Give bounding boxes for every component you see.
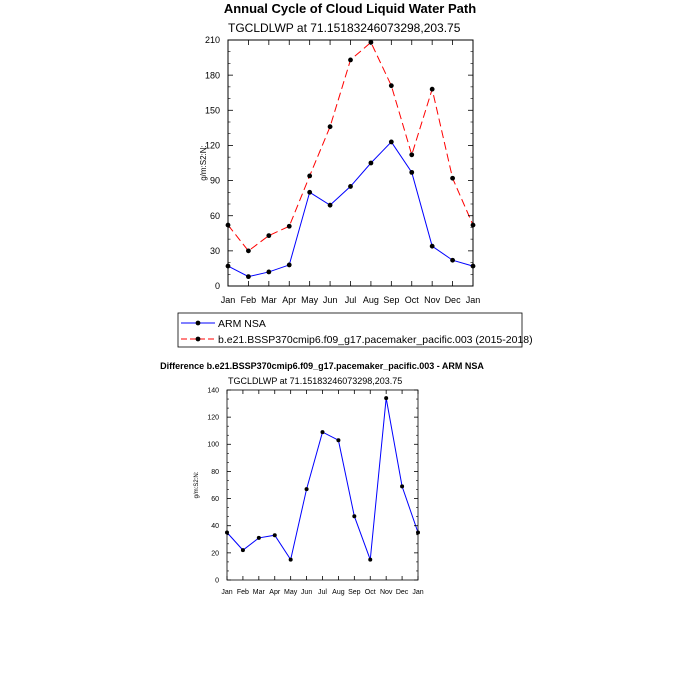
x-tick-label: Jan — [220, 295, 236, 305]
y-tick-label: 140 — [207, 387, 219, 395]
data-point — [430, 244, 435, 249]
chart1-legend — [178, 313, 533, 347]
data-point — [273, 533, 277, 537]
x-tick-label: Jul — [318, 589, 327, 596]
y-tick-label: 40 — [211, 523, 219, 531]
series-line-0 — [228, 142, 473, 277]
data-point — [389, 140, 394, 145]
x-tick-label: Apr — [269, 589, 281, 596]
annual-cycle-chart — [178, 1, 533, 347]
x-tick-label: Mar — [252, 589, 265, 596]
x-tick-label: Jan — [221, 589, 233, 596]
data-point — [348, 58, 353, 63]
y-tick-label: 0 — [214, 281, 220, 292]
x-tick-label: Sep — [348, 589, 361, 596]
series-line-1 — [228, 42, 473, 251]
chart2-ylabel: g/m:S2:N: — [194, 471, 200, 499]
data-point — [328, 203, 333, 208]
legend-marker — [196, 337, 201, 342]
x-tick-label: Jun — [322, 295, 338, 305]
chart1-subtitle: TGCLDLWP at 71.15183246073298,203.75 — [228, 21, 461, 35]
y-tick-label: 100 — [207, 441, 219, 449]
x-tick-label: Nov — [424, 295, 441, 305]
data-point — [430, 87, 435, 92]
y-tick-label: 30 — [209, 246, 220, 257]
data-point — [246, 248, 251, 253]
x-tick-label: Jan — [465, 295, 481, 305]
y-tick-label: 90 — [209, 175, 220, 186]
x-tick-label: Jul — [344, 295, 357, 305]
series-line-0 — [227, 398, 418, 560]
data-point — [409, 170, 414, 175]
x-tick-label: Feb — [240, 295, 257, 305]
x-tick-label: Dec — [444, 295, 461, 305]
legend-label: ARM NSA — [218, 318, 266, 330]
data-point — [389, 83, 394, 88]
y-tick-label: 60 — [209, 210, 220, 221]
data-point — [450, 258, 455, 263]
y-tick-label: 20 — [211, 550, 219, 558]
chart2-subtitle: TGCLDLWP at 71.15183246073298,203.75 — [228, 376, 403, 386]
y-tick-label: 150 — [204, 105, 220, 116]
data-point — [369, 161, 374, 166]
x-tick-label: Aug — [362, 295, 379, 305]
x-tick-label: Mar — [261, 295, 277, 305]
data-point — [352, 514, 356, 518]
data-point — [368, 558, 372, 562]
x-tick-label: Jun — [300, 589, 313, 596]
x-tick-label: Oct — [404, 295, 419, 305]
x-tick-label: Oct — [364, 589, 376, 596]
data-point — [287, 224, 292, 229]
y-tick-label: 120 — [207, 414, 219, 422]
x-tick-label: Apr — [282, 295, 297, 305]
x-tick-label: Sep — [383, 295, 400, 305]
chart2-title: Difference b.e21.BSSP370cmip6.f09_g17.pacemaker_pacific.003 - ARM NSA — [160, 361, 484, 371]
y-tick-label: 80 — [211, 468, 219, 476]
x-tick-label: Feb — [236, 589, 249, 596]
chart1-title: Annual Cycle of Cloud Liquid Water Path — [223, 1, 477, 16]
x-tick-label: Aug — [332, 589, 345, 596]
chart1-ylabel: g/m:S2:N: — [199, 145, 208, 181]
y-tick-label: 180 — [204, 70, 220, 81]
legend-label: b.e21.BSSP370cmip6.f09_g17.pacemaker_pacific.003 (2015-2018) — [218, 334, 533, 346]
data-point — [257, 536, 261, 540]
y-tick-label: 60 — [211, 496, 219, 504]
data-point — [246, 274, 251, 279]
x-tick-label: May — [301, 295, 319, 305]
data-point — [450, 176, 455, 181]
data-point — [336, 438, 340, 442]
x-tick-label: Nov — [379, 589, 393, 596]
difference-chart — [160, 361, 484, 596]
y-tick-label: 0 — [215, 577, 219, 585]
data-point — [266, 233, 271, 238]
y-tick-label: 120 — [204, 140, 220, 151]
x-tick-label: Jan — [412, 589, 424, 596]
data-point — [305, 487, 309, 491]
data-point — [384, 396, 388, 400]
x-tick-label: May — [284, 589, 298, 596]
data-point — [328, 124, 333, 129]
y-tick-label: 210 — [204, 35, 220, 46]
data-point — [400, 484, 404, 488]
data-point — [321, 430, 325, 434]
legend-marker — [196, 321, 201, 326]
data-point — [307, 173, 312, 178]
x-tick-label: Dec — [395, 589, 409, 596]
data-point — [307, 190, 312, 195]
data-point — [409, 152, 414, 157]
data-point — [287, 263, 292, 268]
data-point — [289, 558, 293, 562]
data-point — [241, 548, 245, 552]
data-point — [348, 184, 353, 189]
data-point — [266, 270, 271, 275]
